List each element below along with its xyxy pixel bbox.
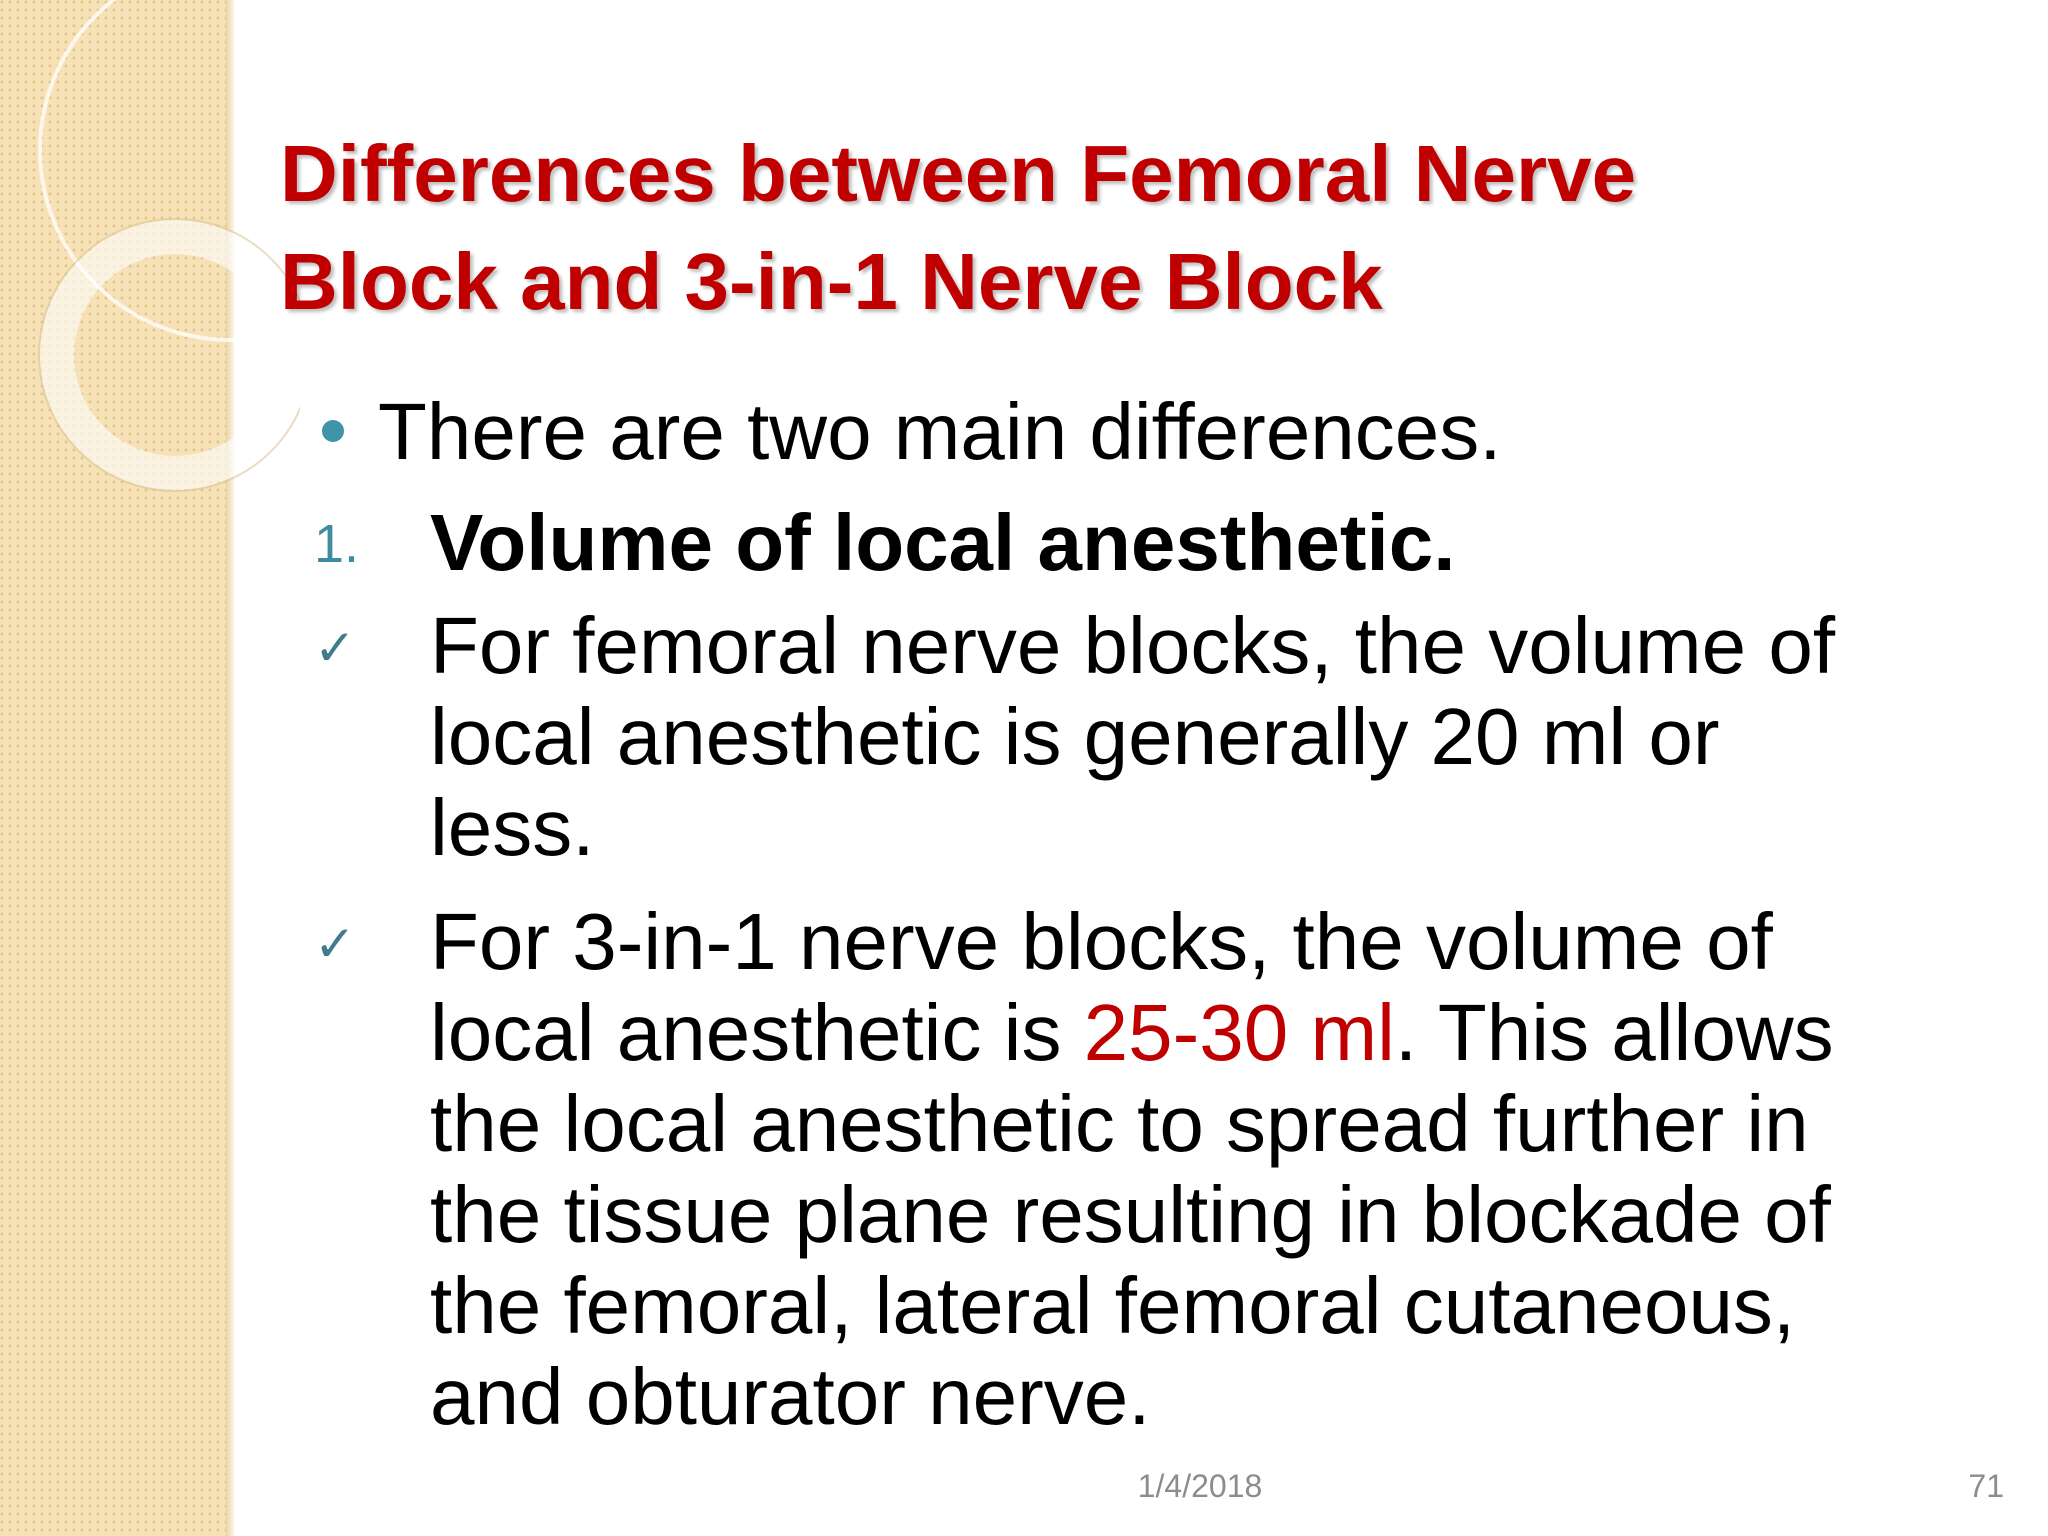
slide-title-line-1: Differences between Femoral Nerve bbox=[280, 129, 1637, 218]
slide-number: 71 bbox=[1968, 1468, 2004, 1504]
check-item-2-text-before: local anesthetic is bbox=[430, 988, 1084, 1077]
check-item-1-line: For femoral nerve blocks, the volume of bbox=[430, 601, 1836, 690]
check-item-2-text bbox=[430, 896, 1834, 1442]
bullet-dot-icon bbox=[322, 420, 344, 442]
item-heading bbox=[430, 497, 1455, 588]
check-item-2-line: the local anesthetic to spread further in bbox=[430, 1079, 1809, 1168]
check-item-1-text bbox=[430, 600, 1835, 873]
check-item-2-line: For 3-in-1 nerve blocks, the volume of bbox=[430, 897, 1773, 986]
intro-line: There are two main differences. bbox=[378, 387, 1502, 476]
check-mark-icon: ✓ bbox=[314, 619, 356, 677]
slide-title-line-2: Block and 3-in-1 Nerve Block bbox=[280, 237, 1383, 326]
check-item-2-line bbox=[430, 987, 1834, 1078]
footer-date: 1/4/2018 bbox=[1137, 1468, 1263, 1504]
volume-highlight: 25-30 ml bbox=[1083, 988, 1395, 1077]
check-mark-icon: ✓ bbox=[314, 915, 356, 973]
check-item-1-line: local anesthetic is generally 20 ml or bbox=[430, 692, 1720, 781]
check-item-2-line: the femoral, lateral femoral cutaneous, bbox=[430, 1261, 1796, 1350]
check-item-1-line: less. bbox=[430, 783, 595, 872]
check-item-2-line: the tissue plane resulting in blockade of bbox=[430, 1170, 1831, 1259]
check-item-2-text-after: . This allows bbox=[1394, 988, 1834, 1077]
item-heading-line: Volume of local anesthetic. bbox=[430, 498, 1456, 587]
item-number: 1. bbox=[314, 514, 360, 574]
intro-text bbox=[378, 386, 1502, 477]
check-item-2-line: and obturator nerve. bbox=[430, 1352, 1151, 1441]
